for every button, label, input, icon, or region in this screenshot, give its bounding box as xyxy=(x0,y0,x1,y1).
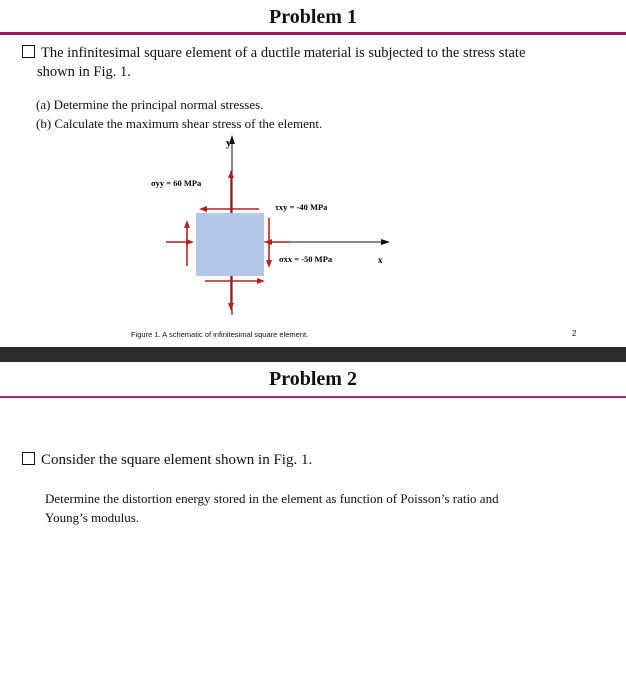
problem1-title: Problem 1 xyxy=(269,6,357,28)
sigma-xx-right-arrowhead-icon xyxy=(264,239,272,245)
sigma-yy-bottom-arrowhead-icon xyxy=(228,303,234,311)
tau-right-arrowhead-icon xyxy=(266,260,272,268)
figure-caption: Figure 1. A schematic of infinitesimal square element. xyxy=(131,330,309,339)
y-axis-label: y xyxy=(226,137,232,149)
slide-divider xyxy=(0,347,626,362)
stress-element-figure xyxy=(0,0,626,345)
tau-xy-label: τxy = -40 MPa xyxy=(275,202,328,212)
sigma-yy-top-arrowhead-icon xyxy=(228,170,234,178)
x-axis-arrowhead-icon xyxy=(381,239,390,245)
problem2-task xyxy=(45,489,605,527)
task-line1: Determine the distortion energy stored in the element as function of Poisson’s ratio and xyxy=(45,491,499,506)
problem2-statement-text: Consider the square element shown in Fig. 1. xyxy=(41,452,313,468)
tau-top-arrowhead-icon xyxy=(199,206,207,212)
part-a: (a) Determine the principal normal stresses. xyxy=(36,97,264,112)
problem2-title: Problem 2 xyxy=(269,368,357,390)
tau-left-arrowhead-icon xyxy=(184,220,190,228)
part-b: (b) Calculate the maximum shear stress of the element. xyxy=(36,116,323,131)
checkbox-bullet-icon xyxy=(22,452,35,465)
square-element xyxy=(196,213,264,276)
sigma-yy-label: σyy = 60 MPa xyxy=(151,178,202,188)
tau-bottom-arrowhead-icon xyxy=(257,278,265,284)
problem2-statement xyxy=(22,452,312,469)
statement-line2: shown in Fig. 1. xyxy=(37,64,131,80)
sigma-xx-label: σxx = -50 MPa xyxy=(279,254,333,264)
problem2-rule xyxy=(0,396,626,398)
page-number: 2 xyxy=(572,329,577,338)
statement-line1: The infinitesimal square element of a ductile material is subjected to the stress state xyxy=(41,45,526,61)
x-axis-label: x xyxy=(378,255,383,265)
task-line2: Young’s modulus. xyxy=(45,510,140,525)
